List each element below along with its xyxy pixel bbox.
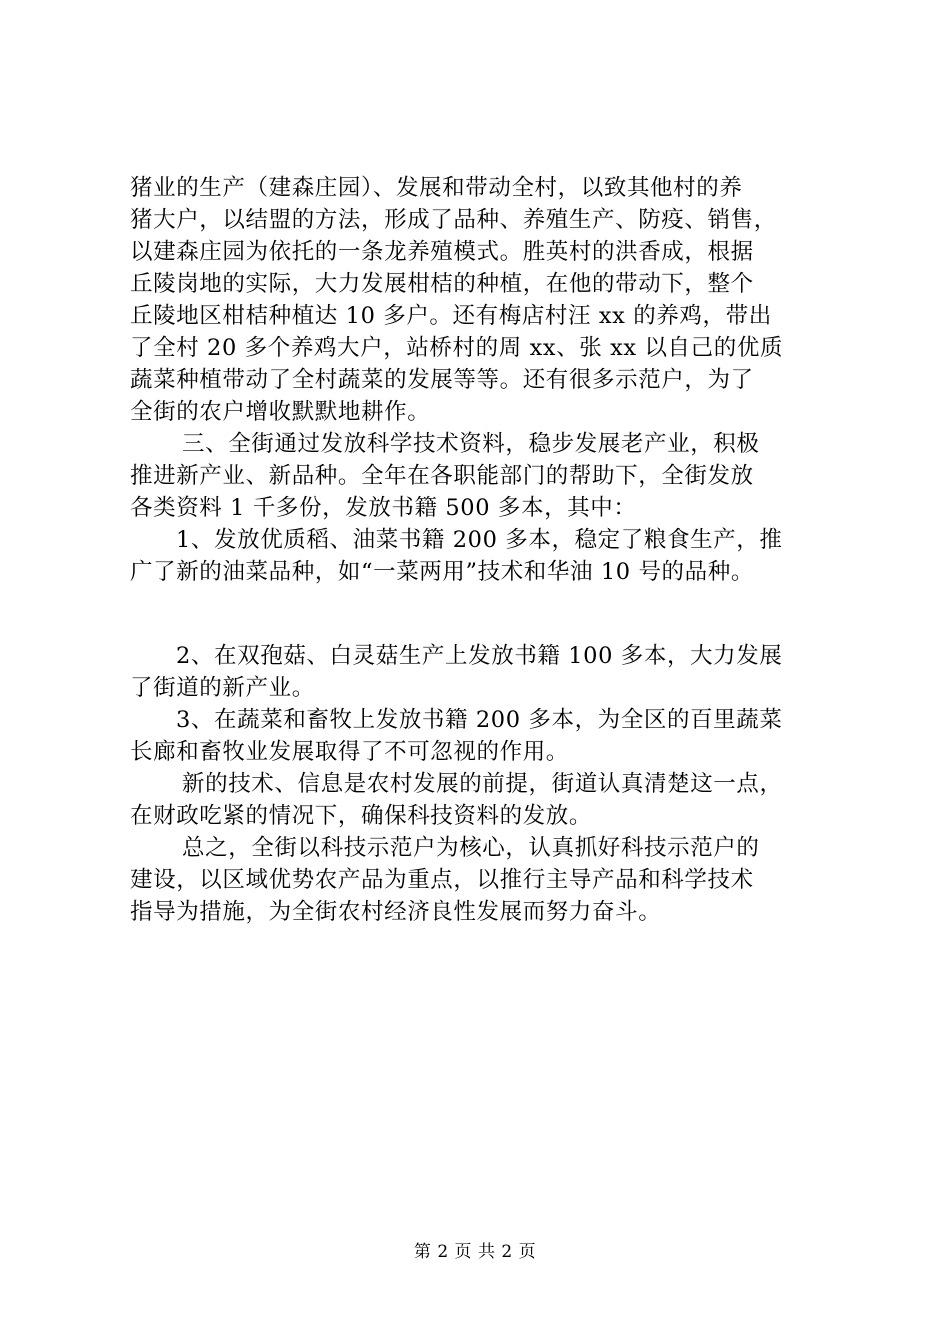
text-line: 丘陵地区柑桔种植达 10 多户。还有梅店村汪 xx 的养鸡，带出 (130, 303, 772, 329)
text-line: 以建森庄园为依托的一条龙养殖模式。胜英村的洪香成，根据 (130, 239, 754, 265)
paragraph-livestock-examples (130, 172, 830, 428)
text-line: 猪业的生产（建森庄园）、发展和带动全村，以致其他村的养 (130, 175, 743, 201)
text-line: 三、全街通过发放科学技术资料，稳步发展老产业，积极 (182, 431, 760, 457)
text-line: 3、在蔬菜和畜牧上发放书籍 200 多本，为全区的百里蔬菜 (176, 707, 783, 733)
text-line: 了全村 20 多个养鸡大户，站桥村的周 xx、张 xx 以自己的优质 (130, 335, 784, 361)
paragraph-conclusion (130, 832, 830, 928)
page-number-footer: 第 2 页 共 2 页 (413, 1242, 537, 1262)
text-line: 推进新产业、新品种。全年在各职能部门的帮助下，全街发放 (130, 463, 754, 489)
text-line: 总之，全街以科技示范户为核心，认真抓好科技示范户的 (182, 835, 760, 861)
paragraph-item-one (130, 524, 830, 588)
paragraph-item-three (130, 704, 830, 768)
text-line: 指导为措施，为全街农村经济良性发展而努力奋斗。 (130, 899, 662, 925)
paragraph-section-three (130, 428, 830, 524)
document-body (130, 172, 830, 928)
text-line: 2、在双孢菇、白灵菇生产上发放书籍 100 多本，大力发展 (176, 643, 783, 669)
text-line: 长廊和畜牧业发展取得了不可忽视的作用。 (130, 739, 569, 765)
text-line: 了街道的新产业。 (130, 675, 315, 701)
paragraph-item-two (130, 640, 830, 704)
text-line: 在财政吃紧的情况下，确保科技资料的发放。 (130, 803, 593, 829)
text-line: 广了新的油菜品种，如“一菜两用”技术和华油 10 号的品种。 (130, 559, 754, 585)
text-line: 全街的农户增收默默地耕作。 (130, 399, 431, 425)
text-line: 各类资料 1 千多份，发放书籍 500 多本，其中： (130, 495, 637, 521)
text-line: 1、发放优质稻、油菜书籍 200 多本，稳定了粮食生产，推 (176, 527, 783, 553)
blank-gap (130, 588, 830, 640)
text-line: 丘陵岗地的实际，大力发展柑桔的种植，在他的带动下，整个 (130, 271, 754, 297)
text-line: 蔬菜种植带动了全村蔬菜的发展等等。还有很多示范户，为了 (130, 367, 754, 393)
text-line: 建设，以区域优势农产品为重点，以推行主导产品和科学技术 (130, 867, 754, 893)
text-line: 新的技术、信息是农村发展的前提，街道认真清楚这一点， (182, 771, 783, 797)
text-line: 猪大户，以结盟的方法，形成了品种、养殖生产、防疫、销售， (130, 207, 777, 233)
paragraph-new-technology (130, 768, 830, 832)
